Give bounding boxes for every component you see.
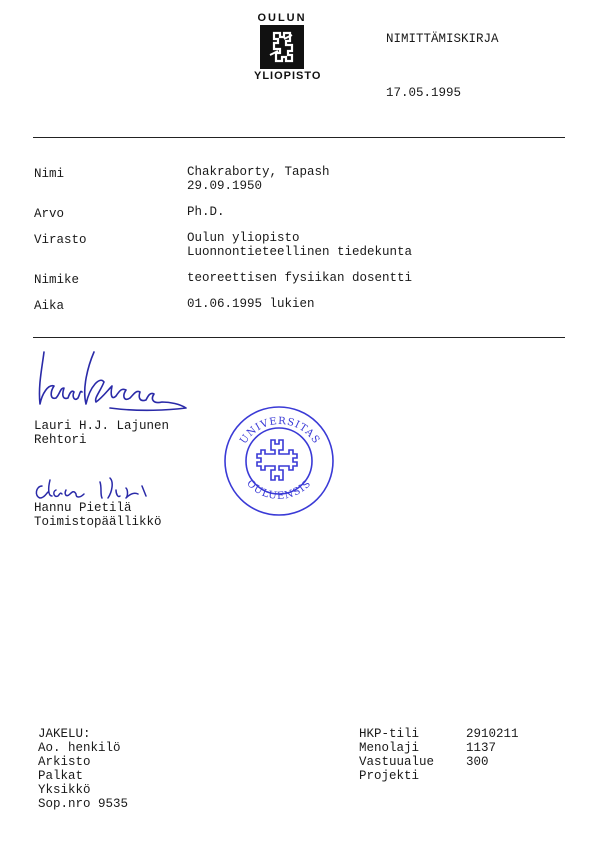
accounting-value-vastuualue: 300 [466,755,489,769]
university-logo-icon [260,25,304,69]
list-item: Palkat [38,769,84,783]
field-label-time: Aika [34,299,65,313]
accounting-label-vastuualue: Vastuualue [359,755,435,769]
accounting-label-projekti: Projekti [359,769,420,783]
document-type: NIMITTÄMISKIRJA [386,32,499,46]
field-value-name: Chakraborty, Tapash [187,165,330,179]
office-manager-name: Hannu Pietilä [34,501,132,515]
field-value-title: teoreettisen fysiikan dosentti [187,271,413,285]
list-item: Yksikkö [38,783,91,797]
field-label-degree: Arvo [34,207,65,221]
rector-name: Lauri H.J. Lajunen [34,419,170,433]
accounting-value-menolaji: 1137 [466,741,497,755]
field-value-birthdate: 29.09.1950 [187,179,263,193]
field-value-office: Oulun yliopisto [187,231,300,245]
logo-line1: OULUN [257,12,307,24]
logo-line2: YLIOPISTO [254,70,322,82]
office-manager-title: Toimistopäällikkö [34,515,162,529]
rector-title: Rehtori [34,433,87,447]
university-logo [254,12,322,82]
field-value-faculty: Luonnontieteellinen tiedekunta [187,245,413,259]
svg-text:UNIVERSITAS [238,416,322,446]
distribution-heading: JAKELU: [38,727,91,741]
stamp-text-top: UNIVERSITAS [238,415,322,447]
university-seal-stamp [222,404,336,518]
svg-text:OULUENSIS [244,478,313,502]
field-label-name: Nimi [34,167,65,181]
top-divider [33,137,565,138]
field-label-office: Virasto [34,233,87,247]
accounting-value-hkp: 2910211 [466,727,519,741]
document-date: 17.05.1995 [386,86,462,100]
field-label-title: Nimike [34,273,80,287]
field-value-degree: Ph.D. [187,205,225,219]
accounting-label-hkp: HKP-tili [359,727,420,741]
rector-signature [30,346,190,418]
stamp-text-bottom: OULUENSIS [244,478,314,503]
list-item: Arkisto [38,755,91,769]
field-value-time: 01.06.1995 lukien [187,297,315,311]
list-item: Sop.nro 9535 [38,797,129,811]
list-item: Ao. henkilö [38,741,121,755]
accounting-label-menolaji: Menolaji [359,741,420,755]
bottom-divider [33,337,565,338]
office-manager-signature [30,472,160,504]
